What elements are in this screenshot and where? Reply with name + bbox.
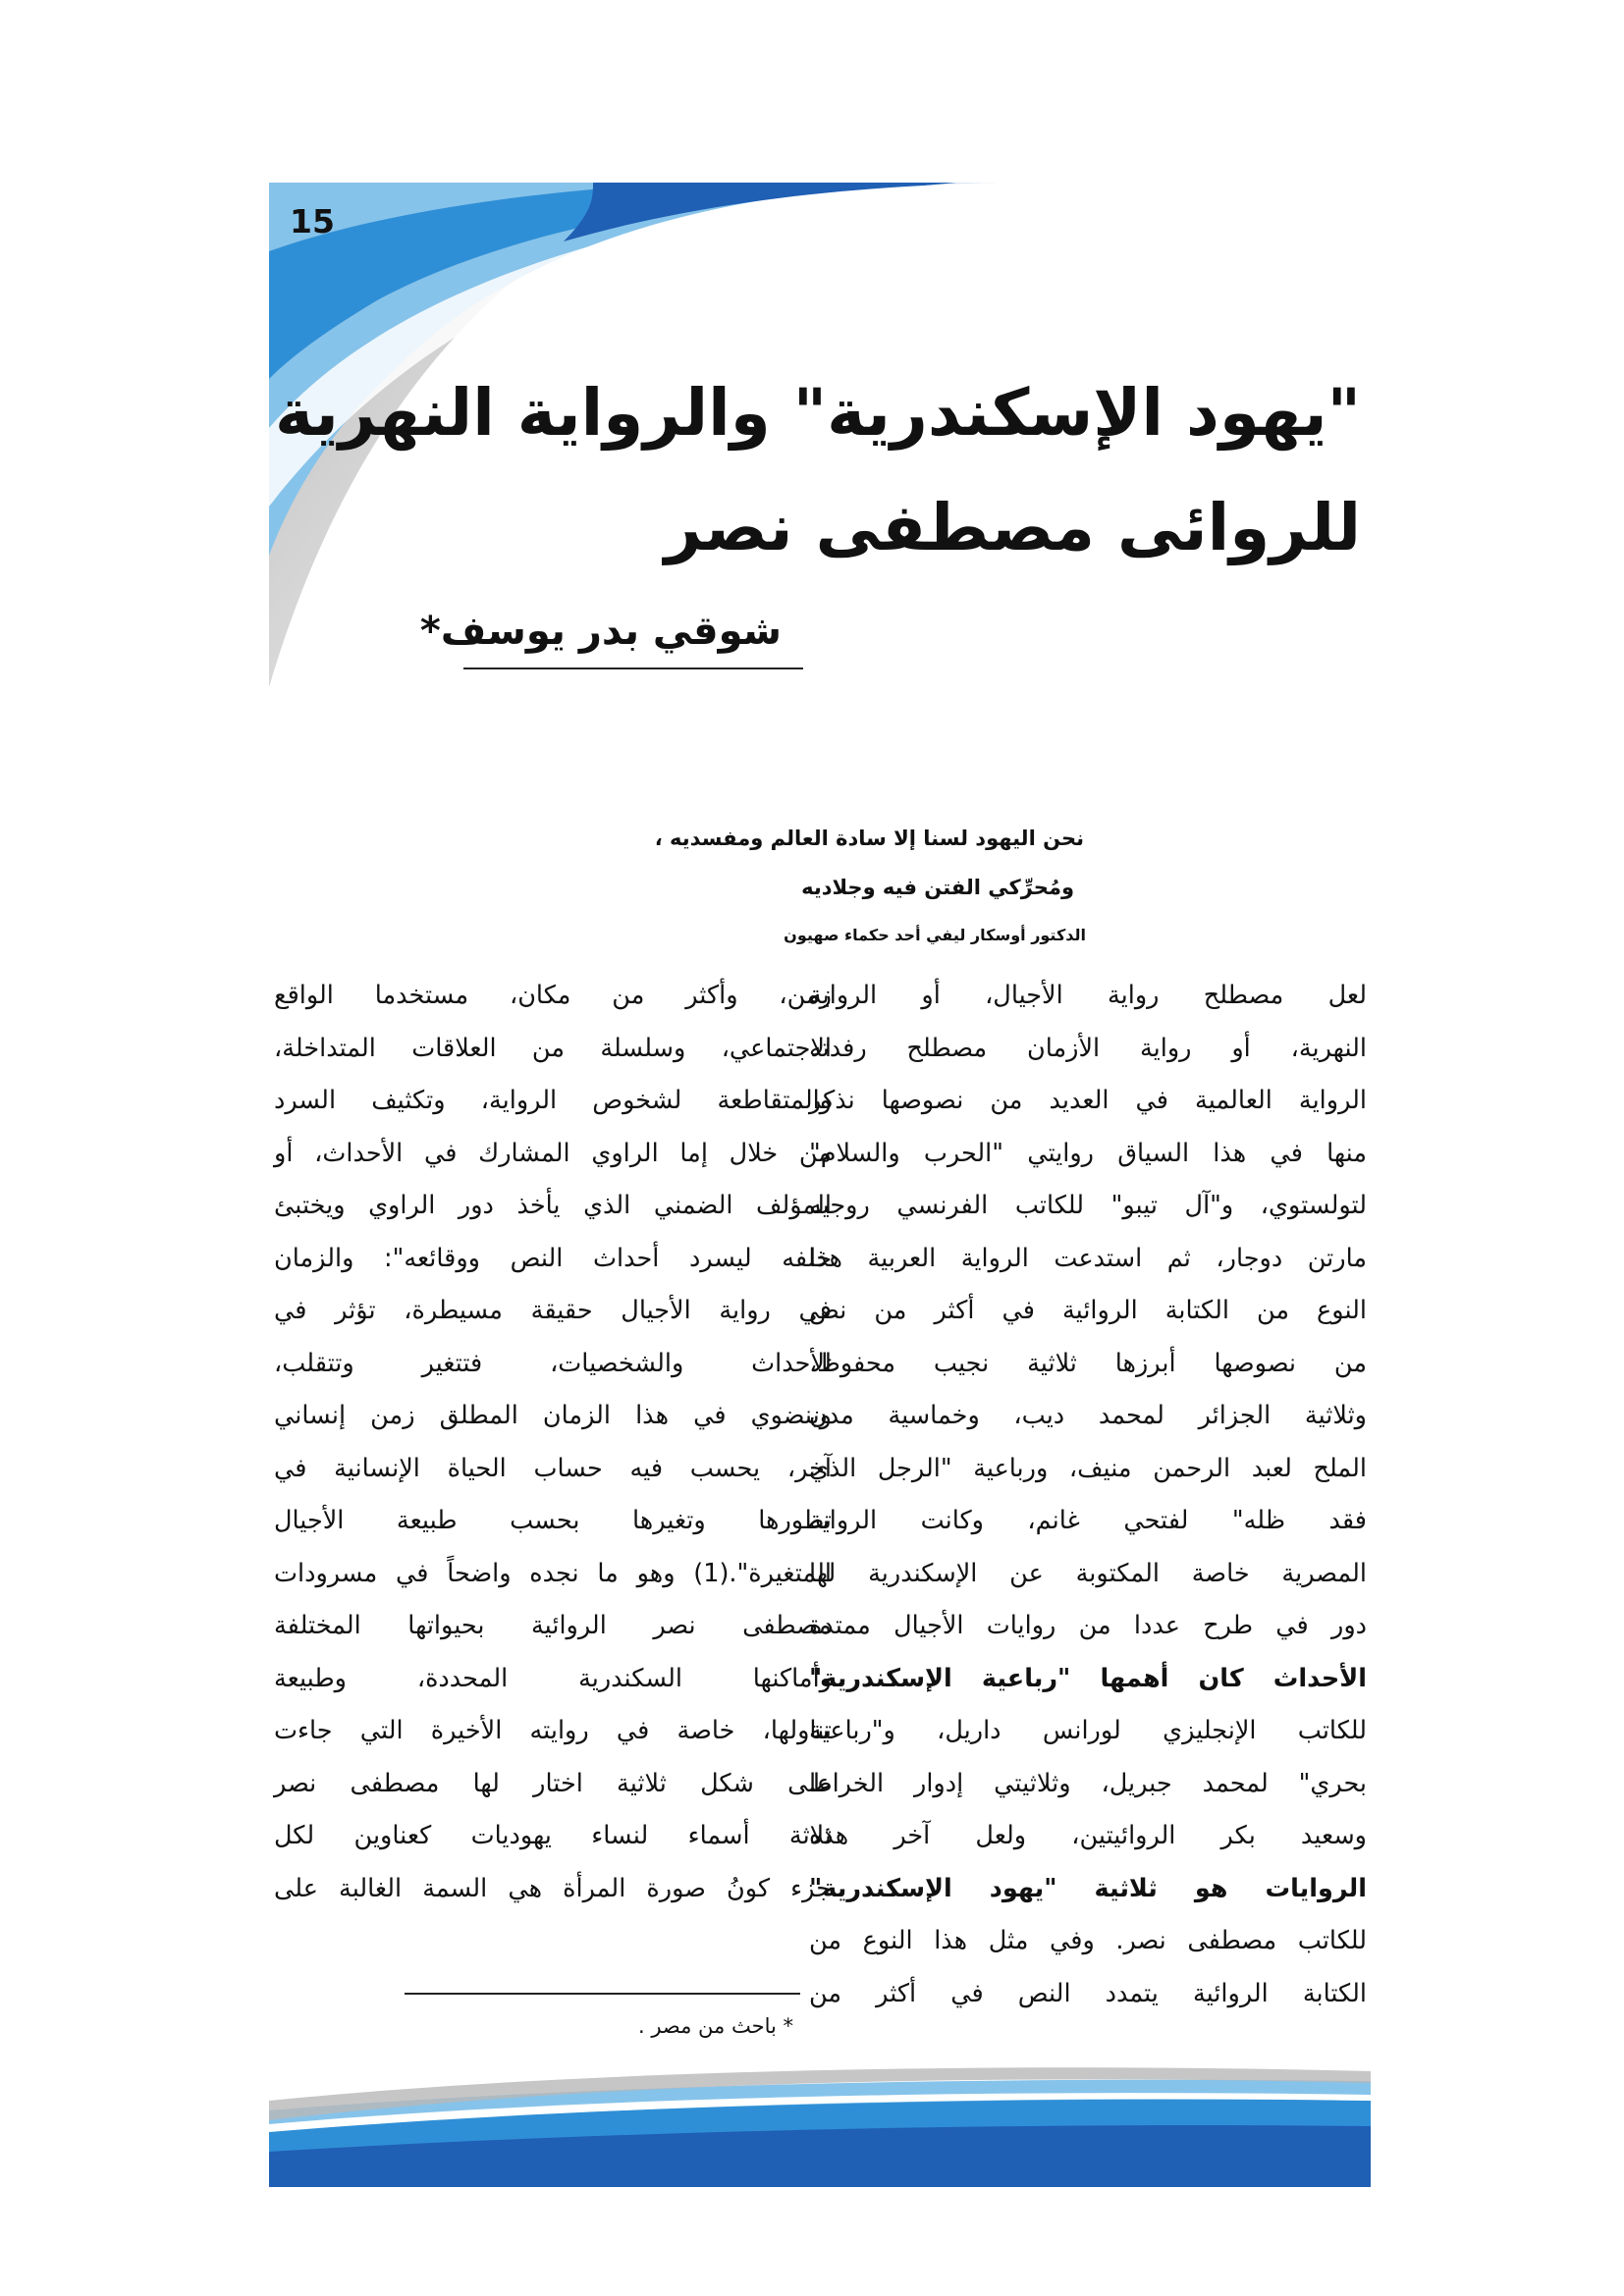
body-line: المؤلف الضمني الذي يأخذ دور الراوي ويختبئ (274, 1191, 832, 1221)
body-line: من خلال إما الراوي المشارك في الأحداث، أو (274, 1138, 832, 1168)
body-line: جزء كونُ صورة المرأة هي السمة الغالبة على (274, 1873, 832, 1903)
body-line: الكتابة الروائية يتمدد النص في أكثر من (809, 1978, 1367, 2008)
article-title-line-2: للروائى مصطفى نصر (664, 490, 1361, 565)
footnote-rule (405, 1993, 800, 1995)
footer-decoration (269, 2061, 1371, 2187)
body-line: ثلاثة أسماء لنساء يهوديات كعناوين لكل (274, 1821, 832, 1851)
body-line: المتغيرة".(1) وهو ما نجده واضحاً في مسرودات (274, 1558, 832, 1588)
epigraph-attribution: الدكتور أوسكار ليفي أحد حكماء صهيون (784, 926, 1086, 944)
body-line: خلفه ليسرد أحداث النص ووقائعه": والزمان (274, 1243, 832, 1273)
body-line: الأحداث والشخصيات، فتتغير وتتقلب، (274, 1348, 832, 1378)
body-line: وسعيد بكر الروائيتين، ولعل آخر هذه (809, 1821, 1367, 1851)
body-line: دور في طرح عددا من روايات الأجيال ممتدة (809, 1611, 1367, 1641)
body-line: للكاتب مصطفى نصر. وفي مثل هذا النوع من (809, 1926, 1367, 1956)
body-line: المصرية خاصة المكتوبة عن الإسكندرية لها (809, 1558, 1367, 1588)
body-line: النهرية، أو رواية الأزمان مصطلح رفدته (809, 1033, 1367, 1063)
body-line: بحري" لمحمد جبريل، وثلاثيتي إدوار الخراط (809, 1768, 1367, 1798)
body-column-right (809, 970, 1367, 2020)
body-line: آخر، يحسب فيه حساب الحياة الإنسانية في (274, 1453, 832, 1483)
body-line: مارتن دوجار، ثم استدعت الرواية العربية هذا (809, 1243, 1367, 1273)
body-line: النوع من الكتابة الروائية في أكثر من نص (809, 1296, 1367, 1326)
body-line: على شكل ثلاثية اختار لها مصطفى نصر (274, 1768, 832, 1798)
body-line: الملح لعبد الرحمن منيف، ورباعية "الرجل الذي (809, 1453, 1367, 1483)
body-line: الرواية العالمية في العديد من نصوصها نذكر (809, 1086, 1367, 1116)
body-line: مصطفى نصر الروائية بحيواتها المختلفة (274, 1611, 832, 1641)
body-line: لعل مصطلح رواية الأجيال، أو الرواية (809, 981, 1367, 1011)
body-line: وأماكنها السكندرية المحددة، وطبيعة (274, 1663, 832, 1693)
body-line: زمن، وأكثر من مكان، مستخدما الواقع (274, 981, 832, 1011)
epigraph-line-2: ومُحرِّكي الفتن فيه وجلاديه (801, 876, 1074, 899)
body-line: من نصوصها أبرزها ثلاثية نجيب محفوظ، (809, 1348, 1367, 1378)
body-column-left (274, 970, 832, 1915)
body-line: الاجتماعي، وسلسلة من العلاقات المتداخلة، (274, 1033, 832, 1063)
body-line: في رواية الأجيال حقيقة مسيطرة، تؤثر في (274, 1296, 832, 1326)
body-line: تطورها وتغيرها بحسب طبيعة الأجيال (274, 1506, 832, 1536)
body-line: الأحداث كان أهمها "رباعية الإسكندرية" (809, 1663, 1367, 1693)
epigraph-line-1: نحن اليهود لسنا إلا سادة العالم ومفسديه ، (654, 827, 1084, 850)
author-underline (463, 667, 803, 669)
body-line: والمتقاطعة لشخوص الرواية، وتكثيف السرد (274, 1086, 832, 1116)
footnote: * باحث من مصر . (637, 2014, 793, 2038)
body-line: فقد ظله" لفتحي غانم، وكانت الرواية (809, 1506, 1367, 1536)
article-title-line-1: "يهود الإسكندرية" والرواية النهرية (275, 375, 1361, 451)
body-line: وثلاثية الجزائر لمحمد ديب، وخماسية مدن (809, 1401, 1367, 1431)
body-line: وينضوي في هذا الزمان المطلق زمن إنساني (274, 1401, 832, 1431)
body-line: تناولها، خاصة في روايته الأخيرة التي جاءت (274, 1716, 832, 1746)
body-line: منها في هذا السياق روايتي "الحرب والسلام" (809, 1138, 1367, 1168)
page-number: 15 (290, 202, 335, 240)
body-line: لتولستوي، و"آل تيبو" للكاتب الفرنسي روجيه (809, 1191, 1367, 1221)
body-line: للكاتب الإنجليزي لورانس داريل، و"رباعية (809, 1716, 1367, 1746)
author-name: شوقي بدر يوسف* (419, 609, 782, 654)
body-line: الروايات هو ثلاثية "يهود الإسكندرية" (809, 1873, 1367, 1903)
